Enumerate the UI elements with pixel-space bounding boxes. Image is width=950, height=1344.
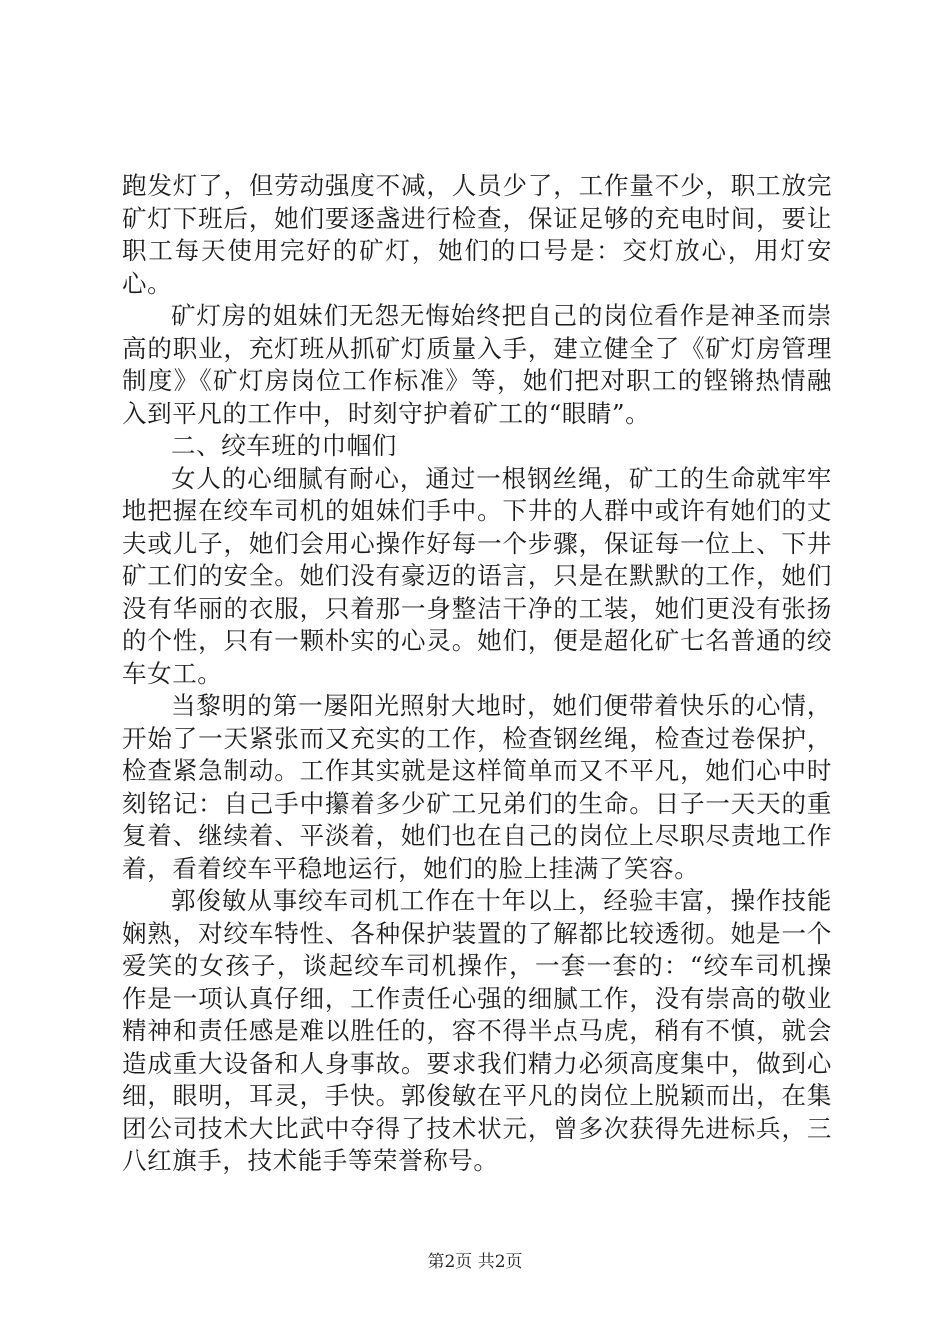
- paragraph-3: 女人的心细腻有耐心，通过一根钢丝绳，矿工的生命就牢牢地把握在绞车司机的姐妹们手中。下井的人群中或许有她们的丈夫或儿子，她们会用心操作好每一个步骤，保证每一位上、下井矿工们的安全。她们没有豪迈的语言，只是在默默的工作，她们没有华丽的衣服，只着那一身整洁干净的工装，她们更没有张扬的个性，只有一颗朴实的心灵。她们，便是超化矿七名普通的绞车女工。: [122, 463, 832, 688]
- page-footer: 第2页 共2页: [427, 1252, 523, 1272]
- document-body: [122, 170, 832, 1178]
- section-heading: 二、绞车班的巾帼们: [171, 431, 397, 460]
- paragraph-4: 当黎明的第一屡阳光照射大地时，她们便带着快乐的心情，开始了一天紧张而又充实的工作，检查钢丝绳，检查过卷保护，检查紧急制动。工作其实就是这样简单而又不平凡，她们心中时刻铭记：自己手中攥着多少矿工兄弟们的生命。日子一天天的重复着、继续着、平淡着，她们也在自己的岗位上尽职尽责地工作着，看着绞车平稳地运行，她们的脸上挂满了笑容。: [122, 691, 832, 883]
- paragraph-2: 矿灯房的姐妹们无怨无悔始终把自己的岗位看作是神圣而崇高的职业，充灯班从抓矿灯质量入手，建立健全了《矿灯房管理制度》《矿灯房岗位工作标准》等，她们把对职工的铿锵热情融入到平凡的工作中，时刻守护着矿工的“眼睛”。: [122, 301, 832, 428]
- paragraph-1: 跑发灯了，但劳动强度不减，人员少了，工作量不少，职工放完矿灯下班后，她们要逐盏进行检查，保证足够的充电时间，要让职工每天使用完好的矿灯，她们的口号是：交灯放心，用灯安心。: [122, 171, 832, 298]
- paragraph-5: 郭俊敏从事绞车司机工作在十年以上，经验丰富，操作技能娴熟，对绞车特性、各种保护装置的了解都比较透彻。她是一个爱笑的女孩子，谈起绞车司机操作，一套一套的：“绞车司机操作是一项认真仔细，工作责任心强的细腻工作，没有崇高的敬业精神和责任感是难以胜任的，容不得半点马虎，稍有不慎，就会造成重大设备和人身事故。要求我们精力必须高度集中，做到心细，眼明，耳灵，手快。郭俊敏在平凡的岗位上脱颖而出，在集团公司技术大比武中夺得了技术状元，曾多次获得先进标兵，三八红旗手，技术能手等荣誉称号。: [122, 886, 832, 1175]
